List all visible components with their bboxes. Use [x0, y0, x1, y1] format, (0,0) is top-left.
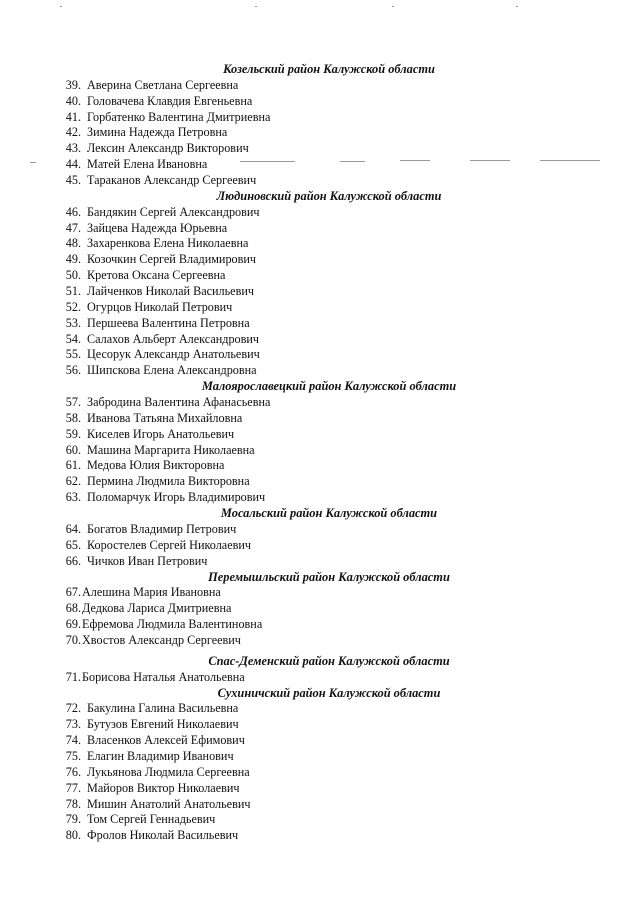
list-item-number: 54. — [65, 331, 81, 346]
list-item-number: 53. — [65, 315, 81, 330]
list-item — [0, 765, 640, 781]
list-item — [0, 300, 640, 316]
list-item-number: 75. — [65, 748, 81, 763]
list-item-name: Зимина Надежда Петровна — [87, 125, 228, 140]
list-item-number: 68. — [65, 601, 81, 616]
list-item-number: 43. — [65, 141, 81, 156]
list-item-name: Ефремова Людмила Валентиновна — [82, 617, 263, 632]
list-item-number: 42. — [65, 125, 81, 140]
section-heading: Козельский район Калужской области — [223, 62, 435, 76]
list-item-number: 70. — [65, 632, 81, 647]
scan-artifact — [255, 6, 257, 7]
list-item-number: 41. — [65, 109, 81, 124]
list-item — [0, 633, 640, 649]
list-item-name: Першеева Валентина Петровна — [87, 315, 250, 330]
list-item — [0, 443, 640, 459]
list-item-number: 57. — [65, 395, 81, 410]
list-item-number: 64. — [65, 521, 81, 536]
list-item — [0, 670, 640, 686]
list-item-number: 51. — [65, 284, 81, 299]
list-item-number: 58. — [65, 410, 81, 425]
list-item — [0, 474, 640, 490]
list-item-name: Козочкин Сергей Владимирович — [87, 252, 257, 267]
section-heading: Людиновский район Калужской области — [216, 188, 442, 203]
scan-artifact — [30, 162, 36, 163]
list-item-number: 45. — [65, 173, 81, 188]
list-item-number: 69. — [65, 617, 81, 632]
scan-artifact — [60, 6, 62, 7]
list-item-name: Власенков Алексей Ефимович — [87, 733, 245, 748]
list-item — [0, 749, 640, 765]
list-item — [0, 252, 640, 268]
list-item-name: Бутузов Евгений Николаевич — [87, 717, 239, 732]
list-item-name: Дедкова Лариса Дмитриевна — [82, 601, 232, 616]
list-item-number: 77. — [65, 780, 81, 795]
list-item-name: Чичков Иван Петрович — [87, 553, 208, 568]
list-item — [0, 110, 640, 126]
list-item — [0, 363, 640, 379]
list-item-name: Коростелев Сергей Николаевич — [87, 537, 252, 552]
scan-artifact — [470, 160, 510, 161]
list-item — [0, 316, 640, 332]
list-item-name: Медова Юлия Викторовна — [87, 458, 225, 473]
list-item-number: 46. — [65, 204, 81, 219]
list-item-name: Шипскова Елена Александровна — [87, 363, 257, 378]
section-heading: Мосальский район Калужской области — [220, 506, 438, 521]
section-heading: Спас-Деменский район Калужской области — [208, 653, 450, 668]
list-item — [0, 395, 640, 411]
list-item-number: 50. — [65, 268, 81, 283]
list-item — [0, 173, 640, 189]
list-item-number: 61. — [65, 458, 81, 473]
section-heading: Перемышльский район Калужской области — [208, 569, 450, 584]
list-item — [0, 717, 640, 733]
list-item-name: Хвостов Александр Сергеевич — [82, 632, 241, 647]
list-item-number: 79. — [65, 812, 81, 827]
list-item-number: 72. — [65, 701, 81, 716]
list-item-number: 63. — [65, 490, 81, 505]
list-item-name: Лайченков Николай Васильевич — [87, 284, 254, 299]
scan-artifact — [392, 6, 394, 7]
list-item — [0, 205, 640, 221]
list-item-name: Тараканов Александр Сергеевич — [87, 173, 257, 188]
list-item — [0, 347, 640, 363]
section-heading: Сухиничский район Калужской области — [217, 685, 441, 700]
list-item-name: Аверина Светлана Сергеевна — [87, 77, 239, 92]
list-item-name: Пермина Людмила Викторовна — [87, 474, 250, 489]
list-item-name: Алешина Мария Ивановна — [82, 585, 221, 600]
list-item-name: Бандякин Сергей Александрович — [87, 204, 260, 219]
list-item — [0, 284, 640, 300]
document-page — [0, 62, 640, 844]
list-item-number: 71. — [65, 669, 81, 684]
list-item-number: 39. — [65, 77, 81, 92]
list-item-name: Цесорук Александр Анатольевич — [87, 347, 260, 362]
list-item-name: Огурцов Николай Петрович — [87, 299, 233, 314]
list-item-name: Фролов Николай Васильевич — [87, 828, 239, 843]
list-item — [0, 781, 640, 797]
list-item-name: Мишин Анатолий Анатольевич — [87, 796, 251, 811]
list-item-name: Поломарчук Игорь Владимирович — [87, 490, 266, 505]
list-item — [0, 522, 640, 538]
list-item — [0, 125, 640, 141]
list-item-name: Кретова Оксана Сергеевна — [87, 268, 226, 283]
list-item-name: Том Сергей Геннадьевич — [87, 812, 216, 827]
list-item-number: 40. — [65, 93, 81, 108]
scan-artifact — [340, 161, 365, 162]
scan-artifact — [540, 160, 600, 161]
list-item — [0, 601, 640, 617]
list-item-number: 62. — [65, 474, 81, 489]
list-item-number: 66. — [65, 553, 81, 568]
list-item — [0, 490, 640, 506]
list-item — [0, 701, 640, 717]
scan-artifact — [516, 6, 518, 7]
list-item-name: Салахов Альберт Александрович — [87, 331, 260, 346]
list-item-name: Киселев Игорь Анатольевич — [87, 426, 235, 441]
list-item-name: Забродина Валентина Афанасьевна — [87, 395, 271, 410]
list-item-name: Богатов Владимир Петрович — [87, 521, 237, 536]
list-item-number: 60. — [65, 442, 81, 457]
list-item-name: Горбатенко Валентина Дмитриевна — [87, 109, 271, 124]
list-item — [0, 221, 640, 237]
list-item-name: Лексин Александр Викторович — [87, 141, 249, 156]
list-item-number: 73. — [65, 717, 81, 732]
list-item — [0, 585, 640, 601]
list-item-name: Майоров Виктор Николаевич — [87, 780, 240, 795]
list-item-number: 80. — [65, 828, 81, 843]
list-item-name: Лукьянова Людмила Сергеевна — [87, 764, 250, 779]
list-item-number: 47. — [65, 220, 81, 235]
list-item-name: Иванова Татьяна Михайловна — [87, 410, 243, 425]
list-item-name: Бакулина Галина Васильевна — [87, 701, 239, 716]
list-item — [0, 141, 640, 157]
list-item — [0, 332, 640, 348]
list-item-number: 49. — [65, 252, 81, 267]
list-item-number: 67. — [65, 585, 81, 600]
scan-artifact — [400, 160, 430, 161]
list-item-number: 52. — [65, 299, 81, 314]
list-item-number: 48. — [65, 236, 81, 251]
list-item-number: 55. — [65, 347, 81, 362]
list-item — [0, 812, 640, 828]
list-item-name: Матей Елена Ивановна — [87, 157, 208, 172]
list-item-number: 74. — [65, 733, 81, 748]
list-item — [0, 411, 640, 427]
list-item-number: 76. — [65, 764, 81, 779]
list-item — [0, 236, 640, 252]
list-item — [0, 94, 640, 110]
list-item-number: 65. — [65, 537, 81, 552]
scan-artifact — [240, 161, 295, 162]
list-item-number: 78. — [65, 796, 81, 811]
section-heading: Малоярославецкий район Калужской области — [201, 379, 457, 394]
list-item — [0, 427, 640, 443]
list-item — [0, 733, 640, 749]
list-item-number: 44. — [65, 157, 81, 172]
list-item-name: Елагин Владимир Иванович — [87, 748, 234, 763]
list-item — [0, 617, 640, 633]
list-item — [0, 78, 640, 94]
list-item-name: Борисова Наталья Анатольевна — [82, 669, 245, 684]
list-item-number: 59. — [65, 426, 81, 441]
list-item-number: 56. — [65, 363, 81, 378]
list-item — [0, 538, 640, 554]
list-item-name: Головачева Клавдия Евгеньевна — [87, 93, 253, 108]
list-item — [0, 554, 640, 570]
list-item — [0, 797, 640, 813]
list-item — [0, 828, 640, 844]
list-item-name: Захаренкова Елена Николаевна — [87, 236, 249, 251]
list-item — [0, 458, 640, 474]
list-item-name: Зайцева Надежда Юрьевна — [87, 220, 228, 235]
list-item — [0, 268, 640, 284]
list-item-name: Машина Маргарита Николаевна — [87, 442, 255, 457]
